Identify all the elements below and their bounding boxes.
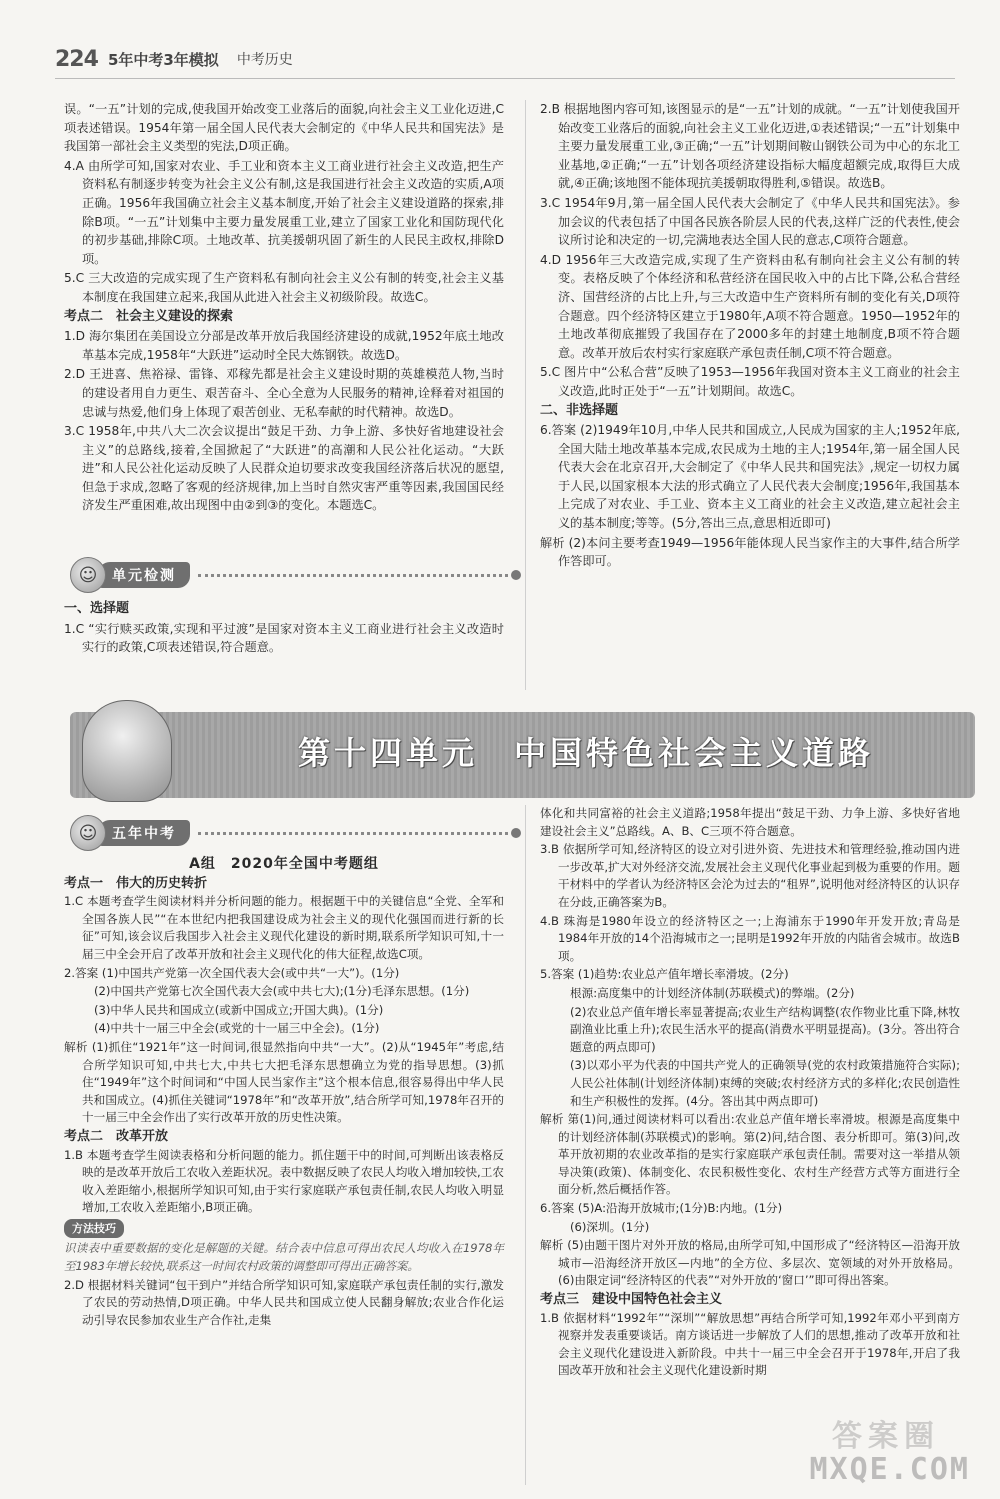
five-year-badge	[70, 820, 521, 846]
dotted-divider	[198, 574, 508, 577]
book-brand: 5年中考3年模拟	[107, 50, 219, 69]
mascot-icon	[82, 700, 172, 802]
explanation-item: 解析 (1)抓住“1921年”这一时间词,很显然指向中共“一大”。(2)从“1945年”考虑,结合所学知识可知,中共七大,中共七大把毛泽东思想确立为党的指导思想。(3)抓住“1949年”这个时间词和“中国人民当家作主”这个根本信息,很容易得出中华人民共和国成立。(4)抓住关键词“1978年”和“改革开放”,结合所学可知,1978年召开的十一届三中全会作出了实行改革开放的历史性决策。	[64, 1039, 504, 1125]
answer-item: 2.答案 (1)中国共产党第一次全国代表大会(或中共“一大”)。(1分)	[64, 965, 400, 980]
divider-end-dot	[511, 828, 521, 838]
badge-label: 五年中考	[98, 820, 190, 846]
section-heading: 考点一 伟大的历史转折	[64, 875, 208, 891]
answer-item: 3.C 1954年9月,第一届全国人民代表大会制定了《中华人民共和国宪法》。参加会议的代表包括了中国各民族各阶层人民的代表,这样广泛的代表性,使会议所讨论和决定的一切,完满地表达全国人民的意志,C项符合题意。	[540, 195, 960, 248]
answer-item: 6.答案 (5)A:沿海开放城市;(1分)B:内地。(1分)	[540, 1201, 783, 1216]
method-tip	[64, 1219, 504, 1239]
divider-end-dot	[511, 570, 521, 580]
answer-item: 4.A 由所学可知,国家对农业、手工业和资本主义工商业进行社会主义改造,把生产资料私有制逐步转变为社会主义公有制,这是我国进行社会主义改造的实质,A项正确。1956年我国确立社会主义基本制度,开始了社会主义建设道路的探索,排除B项。“一五”计划集中主要力量发展重工业,建立了国家工业化和国防现代化的初步基础,排除C项。土地改革、抗美援朝巩固了新生的人民民主政权,排除D项。	[64, 158, 504, 266]
badge-label: 单元检测	[98, 562, 190, 588]
bottom-left-column	[64, 856, 504, 1330]
answer-sub: (4)中共十一届三中全会(或党的十一届三中全会)。(1分)	[94, 1021, 380, 1036]
answer-sub: (6)深圳。(1分)	[570, 1219, 650, 1234]
answer-item: 5.C 三大改造的完成实现了生产资料私有制向社会主义公有制的转变,社会主义基本制度在我国建立起来,我国从此进入社会主义初级阶段。故选C。	[64, 271, 504, 304]
mascot-icon: ☺	[70, 557, 106, 593]
top-right-column	[540, 100, 960, 572]
top-left-column	[64, 100, 504, 516]
column-divider	[525, 805, 526, 1485]
explanation-item: 解析 (5)由题干图片对外开放的格局,由所学可知,中国形成了“经济特区—沿海开放城市—沿海经济开放区—内地”的全方位、多层次、宽领域的对外开放格局。(6)由限定词“经济特区的代表”“对外开放的‘窗口’”即可得出答案。	[540, 1238, 960, 1288]
answer-sub: 根源:高度集中的计划经济体制(苏联模式)的弊端。(2分)	[570, 985, 855, 1000]
answer-item: 2.B 根据地图内容可知,该图显示的是“一五”计划的成就。“一五”计划使我国开始改变工业落后的面貌,向社会主义工业化迈进,①表述错误;“一五”计划集中主要力量发展重工业,③正确;“一五”计划期间鞍山钢铁公司为中心的东北工业基地,②正确;“一五”计划各项经济建设指标大幅度超额完成,取得巨大成就,④正确;该地图不能体现抗美援朝取得胜利,⑤错误。故选B。	[540, 102, 960, 191]
answer-item: 1.B 本题考查学生阅读表格和分析问题的能力。抓住题干中的时间,可判断出该表格反映的是改革开放后工农收入差距状况。表中数据反映了农民人均收入增加较快,工农收入差距缩小,根据所学知识可知,由于实行家庭联产承包责任制,农民人均收入明显增加,工农收入差距缩小,B项正确。	[64, 1147, 504, 1215]
top-left-column-lower	[64, 600, 504, 658]
answer-item: 1.B 依据材料“1992年”“深圳”“解放思想”再结合所学可知,1992年邓小平到南方视察并发表重要谈话。南方谈话进一步解放了人们的思想,推动了改革开放和社会主义现代化建设进入新阶段。中共十一届三中全会召开于1978年,开启了我国改革开放和社会主义现代化建设新时期	[540, 1310, 960, 1378]
unit-banner	[70, 712, 975, 798]
column-divider	[525, 100, 526, 690]
answer-sub: (3)中华人民共和国成立(或新中国成立;开国大典)。(1分)	[94, 1002, 384, 1017]
book-subject: 中考历史	[236, 52, 293, 68]
section-heading: 二、非选择题	[540, 402, 619, 418]
explanation-item: 解析 (2)本问主要考查1949—1956年能体现人民当家作主的大事件,结合所学作答即可。	[540, 535, 960, 569]
answer-item: 4.B 珠海是1980年设立的经济特区之一;上海浦东于1990年开发开放;青岛是1984年开放的14个沿海城市之一;昆明是1992年开放的内陆省会城市。故选B项。	[540, 913, 960, 963]
page-header	[55, 44, 955, 74]
answer-item: 2.D 根据材料关键词“包干到户”并结合所学知识可知,家庭联产承包责任制的实行,激发了农民的劳动热情,D项正确。中华人民共和国成立使人民翻身解放;农业合作化运动引导农民参加农业生产合作社,走集	[64, 1277, 504, 1327]
answer-item: 2.D 王进喜、焦裕禄、雷锋、邓稼先都是社会主义建设时期的英雄模范人物,当时的建设者用自力更生、艰苦奋斗、全心全意为人民服务的精神,诠释着对祖国的忠诚与热爱,他们身上体现了艰苦创业、无私奉献的时代精神。故选D。	[64, 367, 504, 419]
answer-item: 5.C 图片中“公私合营”反映了1953—1956年我国对资本主义工商业的社会主义改造,此时正处于“一五”计划期间。故选C。	[540, 365, 960, 398]
answer-sub: (2)中国共产党第七次全国代表大会(或中共七大);(1分)毛泽东思想。(1分)	[94, 984, 470, 999]
dotted-divider	[198, 832, 508, 835]
tip-text: 识读表中重要数据的变化是解题的关键。结合表中信息可得出农民人均收入在1978年至1983年增长较快,联系这一时间农村政策的调整即可得出正确答案。	[64, 1241, 504, 1274]
answer-item: 6.答案 (2)1949年10月,中华人民共和国成立,人民成为国家的主人;1952年底,全国大陆土地改革基本完成,农民成为土地的主人;1954年,第一届全国人民代表大会在北京召开,大会制定了《中华人民共和国宪法》,规定一切权力属于人民,以国家根本大法的形式确立了人民代表大会制度;1956年,我国基本上完成了对农业、手工业、资本主义工商业的社会主义改造,建立起社会主义的基本制度;等等。(5分,答出三点,意思相近即可)	[540, 423, 960, 531]
watermark-chars: 答案圈	[832, 1419, 940, 1454]
answer-sub: (2)农业总产值年增长率显著提高;农业生产结构调整(农作物业比重下降,林牧副渔业比重上升);农民生活水平的提高(消费水平明显提高)。(3分。答出符合题意的两点即可)	[570, 1004, 960, 1054]
watermark-text: MXQE.COM	[809, 1452, 970, 1487]
section-heading: 考点二 改革开放	[64, 1128, 169, 1144]
tip-tag: 方法技巧	[64, 1219, 124, 1239]
answer-item: 1.D 海尔集团在美国设立分部是改革开放后我国经济建设的成就,1952年底土地改革基本完成,1958年“大跃进”运动时全民大炼钢铁。故选D。	[64, 329, 504, 362]
answer-sub: (3)以邓小平为代表的中国共产党人的正确领导(党的农村政策措施符合实际);人民公社体制(计划经济体制)束缚的突破;农村经济方式的多样化;农民创造性和生产积极性的发挥。(4分。答出其中两点即可)	[570, 1058, 960, 1108]
section-heading: 考点二 社会主义建设的探索	[64, 308, 234, 324]
answer-item: 1.C 本题考查学生阅读材料并分析问题的能力。根据题干中的关键信息“全党、全军和全国各族人民”“在本世纪内把我国建设成为社会主义的现代化强国而进行新的长征”可知,该会议后我国步入社会主义现代化建设的新时期,联系所学知识可知,十一届三中全会开启了改革开放和社会主义现代化的伟大征程,故选C项。	[64, 894, 504, 961]
answer-item: 5.答案 (1)趋势:农业总产值年增长率滑坡。(2分)	[540, 967, 789, 982]
section-heading: 一、选择题	[64, 601, 130, 616]
paragraph: 体化和共同富裕的社会主义道路;1958年提出“鼓足干劲、力争上游、多快好省地建设社会主义”总路线。A、B、C三项不符合题意。	[540, 806, 960, 838]
unit-title: 第十四单元 中国特色社会主义道路	[298, 734, 875, 772]
answer-item: 3.B 依据所学可知,经济特区的设立对引进外资、先进技术和管理经验,推动国内进一步改革,扩大对外经济交流,发展社会主义现代化事业起到极为重要的作用。题干材料中的学者认为经济特区会沦为过去的“租界”,说明他对经济特区的认识存在分歧,正确答案为B。	[540, 842, 960, 909]
group-title: A组 2020年全国中考题组	[189, 856, 379, 872]
bottom-right-column	[540, 805, 960, 1381]
answer-item: 3.C 1958年,中共八大二次会议提出“鼓足干劲、力争上游、多快好省地建设社会主义”的总路线,接着,全国掀起了“大跃进”的高潮和人民公社化运动。“大跃进”和人民公社化运动反映了人民群众迫切要求改变我国经济落后状况的愿望,但急于求成,忽略了客观的经济规律,加上当时自然灾害严重等因素,我国国民经济发生严重困难,故出现图中由②到③的变化。本题选C。	[64, 424, 504, 513]
paragraph: 误。“一五”计划的完成,使我国开始改变工业落后的面貌,向社会主义工业化迈进,C项表述错误。1954年第一届全国人民代表大会制定的《中华人民共和国宪法》是我国第一部社会主义类型的宪法,D项正确。	[64, 102, 504, 154]
explanation-item: 解析 第(1)问,通过阅读材料可以看出:农业总产值年增长率滑坡。根源是高度集中的计划经济体制(苏联模式)的影响。第(2)问,结合图、表分析即可。第(3)问,改革开放初期的农业改革指的是实行家庭联产承包责任制。需要对这一举措从领导决策(政策)、体制变化、农民积极性变化、农村生产经营方式等方面进行全面分析,然后概括作答。	[540, 1112, 960, 1197]
mascot-icon: ☺	[70, 815, 106, 851]
page-number: 224	[55, 46, 98, 72]
unit-test-badge	[70, 562, 521, 588]
answer-item: 1.C “实行赎买政策,实现和平过渡”是国家对资本主义工商业进行社会主义改造时实行的政策,C项表述错误,符合题意。	[64, 621, 504, 655]
answer-item: 4.D 1956年三大改造完成,实现了生产资料由私有制向社会主义公有制的转变。表格反映了个体经济和私营经济在国民收入中的占比下降,公私合营经济、国营经济的占比上升,与三大改造中生产资料所有制的变化有关,D项符合题意。四个经济特区建立于1980年,A项不符合题意。1950—1952年的土地改革彻底摧毁了我国存在了2000多年的封建土地制度,B项不符合题意。改革开放后农村实行家庭联产承包责任制,C项不符合题意。	[540, 252, 960, 360]
header-rule	[55, 78, 955, 79]
section-heading: 考点三 建设中国特色社会主义	[540, 1292, 723, 1308]
